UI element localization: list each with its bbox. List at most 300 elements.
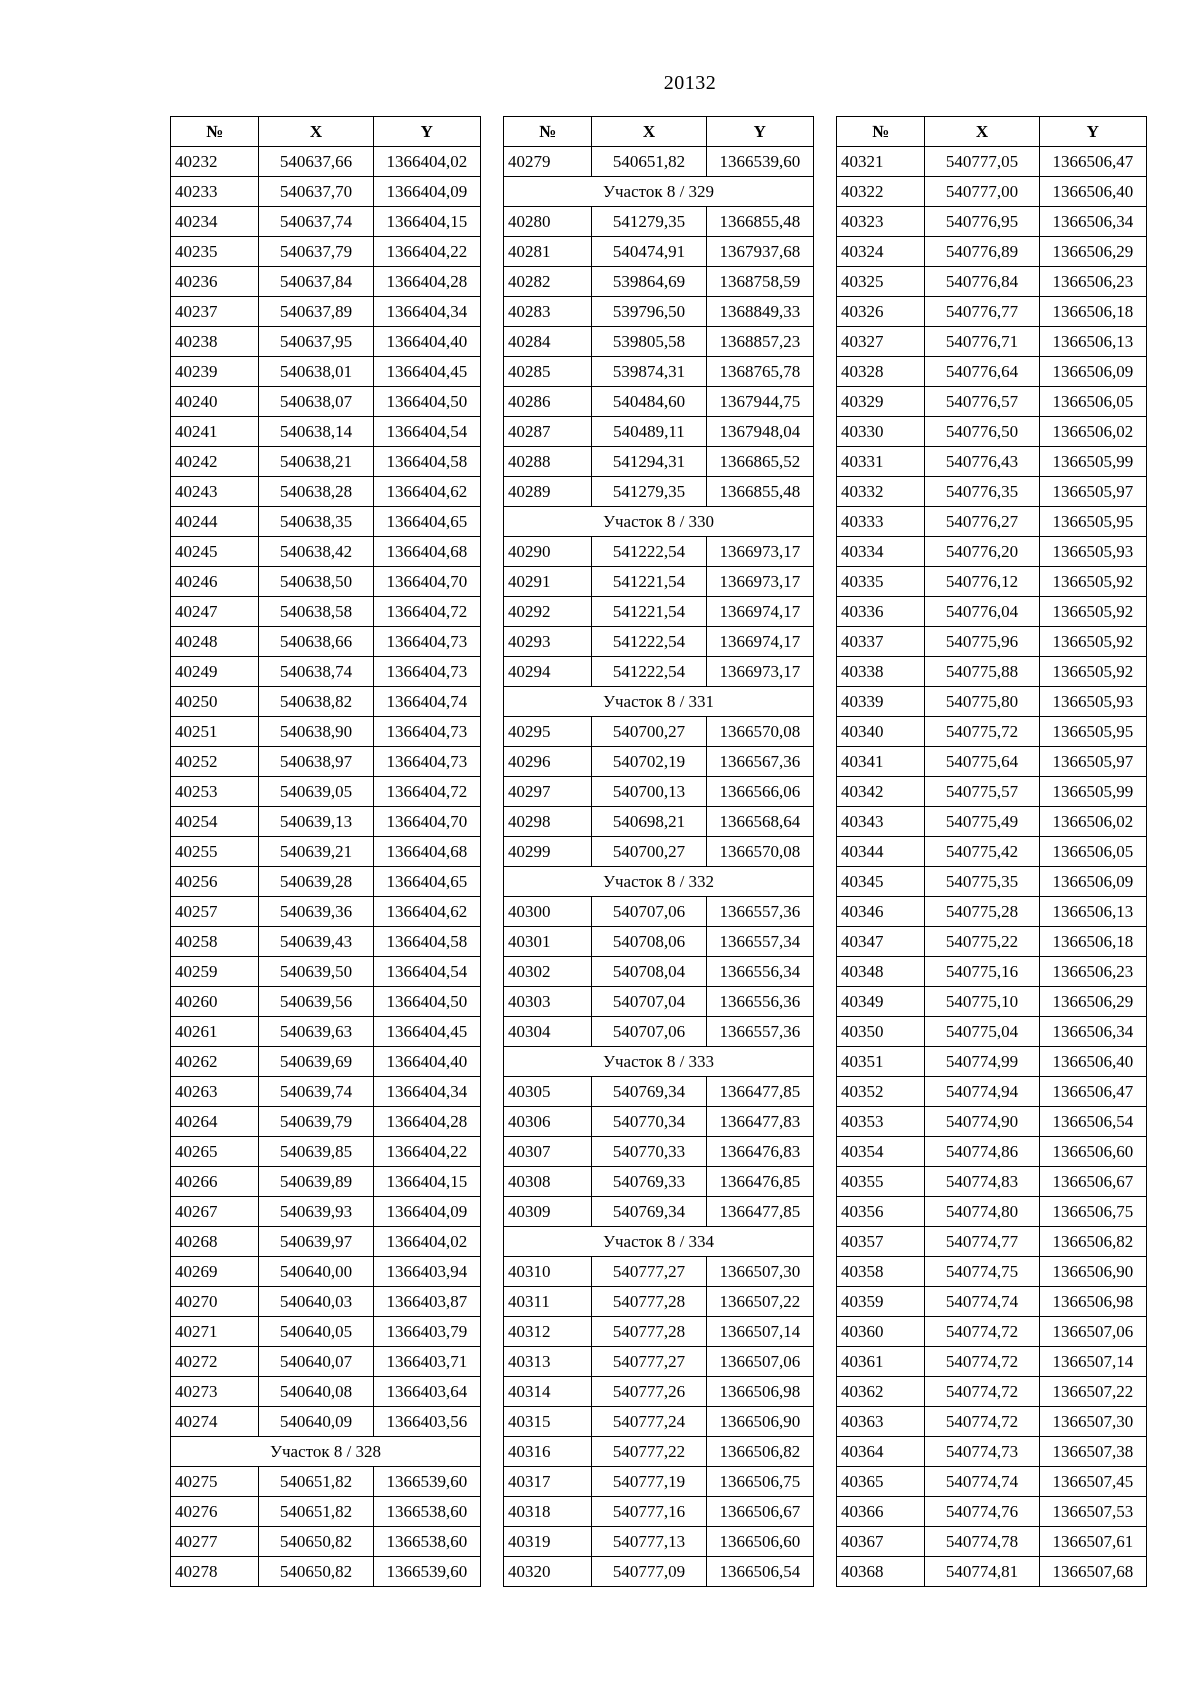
- header-x: X: [259, 117, 373, 147]
- x-coordinate-cell: 540638,90: [259, 717, 373, 747]
- y-coordinate-cell: 1366505,97: [1039, 477, 1146, 507]
- section-label: Участок 8 / 334: [504, 1227, 814, 1257]
- x-coordinate-cell: 540777,28: [592, 1287, 706, 1317]
- x-coordinate-cell: 540774,77: [925, 1227, 1039, 1257]
- point-number-cell: 40340: [837, 717, 925, 747]
- y-coordinate-cell: 1366506,29: [1039, 987, 1146, 1017]
- x-coordinate-cell: 540776,64: [925, 357, 1039, 387]
- x-coordinate-cell: 540489,11: [592, 417, 706, 447]
- y-coordinate-cell: 1366538,60: [373, 1497, 480, 1527]
- table-row: [837, 957, 1147, 987]
- y-coordinate-cell: 1366506,47: [1039, 1077, 1146, 1107]
- point-number-cell: 40248: [171, 627, 259, 657]
- table-row: [171, 1167, 481, 1197]
- x-coordinate-cell: 540776,57: [925, 387, 1039, 417]
- point-number-cell: 40262: [171, 1047, 259, 1077]
- table-row: [171, 147, 481, 177]
- y-coordinate-cell: 1366403,71: [373, 1347, 480, 1377]
- x-coordinate-cell: 540637,79: [259, 237, 373, 267]
- x-coordinate-cell: 540639,36: [259, 897, 373, 927]
- table-row: [171, 507, 481, 537]
- point-number-cell: 40324: [837, 237, 925, 267]
- y-coordinate-cell: 1366403,56: [373, 1407, 480, 1437]
- y-coordinate-cell: 1366505,93: [1039, 537, 1146, 567]
- point-number-cell: 40367: [837, 1527, 925, 1557]
- y-coordinate-cell: 1366404,28: [373, 1107, 480, 1137]
- x-coordinate-cell: 540700,13: [592, 777, 706, 807]
- x-coordinate-cell: 540775,80: [925, 687, 1039, 717]
- point-number-cell: 40246: [171, 567, 259, 597]
- table-row: [837, 1137, 1147, 1167]
- x-coordinate-cell: 540639,21: [259, 837, 373, 867]
- table-row: [171, 1467, 481, 1497]
- table-row: [504, 1437, 814, 1467]
- y-coordinate-cell: 1366506,13: [1039, 897, 1146, 927]
- point-number-cell: 40254: [171, 807, 259, 837]
- y-coordinate-cell: 1366404,54: [373, 417, 480, 447]
- table-row: [504, 1527, 814, 1557]
- x-coordinate-cell: 540769,33: [592, 1167, 706, 1197]
- y-coordinate-cell: 1366539,60: [706, 147, 813, 177]
- y-coordinate-cell: 1366506,23: [1039, 267, 1146, 297]
- y-coordinate-cell: 1366404,73: [373, 657, 480, 687]
- table-row: [504, 327, 814, 357]
- point-number-cell: 40250: [171, 687, 259, 717]
- x-coordinate-cell: 539805,58: [592, 327, 706, 357]
- coordinate-table-2: [503, 116, 814, 1587]
- section-row: [504, 1047, 814, 1077]
- point-number-cell: 40360: [837, 1317, 925, 1347]
- y-coordinate-cell: 1366506,29: [1039, 237, 1146, 267]
- point-number-cell: 40257: [171, 897, 259, 927]
- x-coordinate-cell: 540651,82: [259, 1467, 373, 1497]
- point-number-cell: 40359: [837, 1287, 925, 1317]
- y-coordinate-cell: 1366404,62: [373, 897, 480, 927]
- table-row: [837, 1467, 1147, 1497]
- table-row: [171, 1047, 481, 1077]
- x-coordinate-cell: 541221,54: [592, 567, 706, 597]
- table-row: [171, 1407, 481, 1437]
- x-coordinate-cell: 540774,80: [925, 1197, 1039, 1227]
- y-coordinate-cell: 1366404,22: [373, 1137, 480, 1167]
- y-coordinate-cell: 1366855,48: [706, 477, 813, 507]
- x-coordinate-cell: 540640,09: [259, 1407, 373, 1437]
- point-number-cell: 40269: [171, 1257, 259, 1287]
- point-number-cell: 40300: [504, 897, 592, 927]
- table-row: [837, 1347, 1147, 1377]
- y-coordinate-cell: 1366570,08: [706, 717, 813, 747]
- y-coordinate-cell: 1366506,34: [1039, 207, 1146, 237]
- table-row: [171, 987, 481, 1017]
- table-row: [837, 567, 1147, 597]
- table-body: [837, 147, 1147, 1587]
- x-coordinate-cell: 540638,07: [259, 387, 373, 417]
- table-row: [171, 1497, 481, 1527]
- y-coordinate-cell: 1368849,33: [706, 297, 813, 327]
- y-coordinate-cell: 1366477,83: [706, 1107, 813, 1137]
- point-number-cell: 40294: [504, 657, 592, 687]
- point-number-cell: 40328: [837, 357, 925, 387]
- table-row: [171, 567, 481, 597]
- table-row: [504, 1197, 814, 1227]
- coordinate-table-3: [836, 116, 1147, 1587]
- x-coordinate-cell: 540698,21: [592, 807, 706, 837]
- x-coordinate-cell: 540775,88: [925, 657, 1039, 687]
- header-number: №: [171, 117, 259, 147]
- y-coordinate-cell: 1366404,09: [373, 177, 480, 207]
- table-row: [837, 1557, 1147, 1587]
- point-number-cell: 40259: [171, 957, 259, 987]
- point-number-cell: 40316: [504, 1437, 592, 1467]
- y-coordinate-cell: 1366505,92: [1039, 567, 1146, 597]
- point-number-cell: 40351: [837, 1047, 925, 1077]
- point-number-cell: 40357: [837, 1227, 925, 1257]
- header-y: Y: [373, 117, 480, 147]
- y-coordinate-cell: 1366507,06: [706, 1347, 813, 1377]
- point-number-cell: 40329: [837, 387, 925, 417]
- x-coordinate-cell: 540775,10: [925, 987, 1039, 1017]
- y-coordinate-cell: 1366855,48: [706, 207, 813, 237]
- table-row: [504, 417, 814, 447]
- point-number-cell: 40235: [171, 237, 259, 267]
- x-coordinate-cell: 540639,05: [259, 777, 373, 807]
- x-coordinate-cell: 541279,35: [592, 477, 706, 507]
- table-row: [171, 777, 481, 807]
- x-coordinate-cell: 540774,90: [925, 1107, 1039, 1137]
- table-row: [504, 597, 814, 627]
- x-coordinate-cell: 540651,82: [592, 147, 706, 177]
- table-row: [171, 327, 481, 357]
- y-coordinate-cell: 1366506,60: [706, 1527, 813, 1557]
- header-x: X: [925, 117, 1039, 147]
- table-row: [171, 1287, 481, 1317]
- header-x: X: [592, 117, 706, 147]
- x-coordinate-cell: 540770,34: [592, 1107, 706, 1137]
- y-coordinate-cell: 1366506,34: [1039, 1017, 1146, 1047]
- point-number-cell: 40303: [504, 987, 592, 1017]
- x-coordinate-cell: 540777,09: [592, 1557, 706, 1587]
- table-row: [171, 387, 481, 417]
- y-coordinate-cell: 1366404,15: [373, 207, 480, 237]
- point-number-cell: 40284: [504, 327, 592, 357]
- point-number-cell: 40233: [171, 177, 259, 207]
- y-coordinate-cell: 1366404,70: [373, 567, 480, 597]
- x-coordinate-cell: 540774,74: [925, 1287, 1039, 1317]
- y-coordinate-cell: 1366505,93: [1039, 687, 1146, 717]
- y-coordinate-cell: 1366506,82: [706, 1437, 813, 1467]
- y-coordinate-cell: 1366507,61: [1039, 1527, 1146, 1557]
- table-row: [171, 1527, 481, 1557]
- table-row: [504, 1557, 814, 1587]
- point-number-cell: 40323: [837, 207, 925, 237]
- point-number-cell: 40280: [504, 207, 592, 237]
- table-header-row: [171, 117, 481, 147]
- y-coordinate-cell: 1366403,94: [373, 1257, 480, 1287]
- point-number-cell: 40341: [837, 747, 925, 777]
- point-number-cell: 40325: [837, 267, 925, 297]
- y-coordinate-cell: 1366506,05: [1039, 837, 1146, 867]
- point-number-cell: 40305: [504, 1077, 592, 1107]
- x-coordinate-cell: 540638,14: [259, 417, 373, 447]
- point-number-cell: 40363: [837, 1407, 925, 1437]
- point-number-cell: 40332: [837, 477, 925, 507]
- y-coordinate-cell: 1366557,34: [706, 927, 813, 957]
- point-number-cell: 40299: [504, 837, 592, 867]
- table-row: [837, 837, 1147, 867]
- point-number-cell: 40282: [504, 267, 592, 297]
- point-number-cell: 40354: [837, 1137, 925, 1167]
- x-coordinate-cell: 540639,74: [259, 1077, 373, 1107]
- point-number-cell: 40279: [504, 147, 592, 177]
- y-coordinate-cell: 1366404,50: [373, 387, 480, 417]
- point-number-cell: 40273: [171, 1377, 259, 1407]
- table-row: [171, 807, 481, 837]
- point-number-cell: 40335: [837, 567, 925, 597]
- point-number-cell: 40318: [504, 1497, 592, 1527]
- point-number-cell: 40361: [837, 1347, 925, 1377]
- y-coordinate-cell: 1366506,54: [706, 1557, 813, 1587]
- y-coordinate-cell: 1366404,02: [373, 147, 480, 177]
- x-coordinate-cell: 540707,04: [592, 987, 706, 1017]
- y-coordinate-cell: 1366507,30: [1039, 1407, 1146, 1437]
- x-coordinate-cell: 541279,35: [592, 207, 706, 237]
- table-row: [504, 927, 814, 957]
- y-coordinate-cell: 1368857,23: [706, 327, 813, 357]
- point-number-cell: 40312: [504, 1317, 592, 1347]
- y-coordinate-cell: 1366507,14: [1039, 1347, 1146, 1377]
- x-coordinate-cell: 540774,99: [925, 1047, 1039, 1077]
- y-coordinate-cell: 1366404,73: [373, 747, 480, 777]
- point-number-cell: 40352: [837, 1077, 925, 1107]
- y-coordinate-cell: 1366477,85: [706, 1077, 813, 1107]
- y-coordinate-cell: 1366539,60: [373, 1467, 480, 1497]
- y-coordinate-cell: 1366556,34: [706, 957, 813, 987]
- table-row: [504, 1347, 814, 1377]
- y-coordinate-cell: 1366476,83: [706, 1137, 813, 1167]
- x-coordinate-cell: 540775,04: [925, 1017, 1039, 1047]
- point-number-cell: 40274: [171, 1407, 259, 1437]
- point-number-cell: 40308: [504, 1167, 592, 1197]
- point-number-cell: 40245: [171, 537, 259, 567]
- y-coordinate-cell: 1366506,90: [706, 1407, 813, 1437]
- x-coordinate-cell: 540777,19: [592, 1467, 706, 1497]
- point-number-cell: 40339: [837, 687, 925, 717]
- table-row: [837, 537, 1147, 567]
- x-coordinate-cell: 540640,03: [259, 1287, 373, 1317]
- x-coordinate-cell: 540777,22: [592, 1437, 706, 1467]
- table-row: [171, 1347, 481, 1377]
- x-coordinate-cell: 540775,28: [925, 897, 1039, 927]
- point-number-cell: 40365: [837, 1467, 925, 1497]
- x-coordinate-cell: 540777,16: [592, 1497, 706, 1527]
- y-coordinate-cell: 1366506,60: [1039, 1137, 1146, 1167]
- point-number-cell: 40288: [504, 447, 592, 477]
- x-coordinate-cell: 540638,01: [259, 357, 373, 387]
- x-coordinate-cell: 540639,56: [259, 987, 373, 1017]
- x-coordinate-cell: 540700,27: [592, 837, 706, 867]
- point-number-cell: 40275: [171, 1467, 259, 1497]
- point-number-cell: 40301: [504, 927, 592, 957]
- x-coordinate-cell: 540769,34: [592, 1197, 706, 1227]
- table-row: [837, 357, 1147, 387]
- table-row: [171, 747, 481, 777]
- table-row: [837, 387, 1147, 417]
- y-coordinate-cell: 1366506,05: [1039, 387, 1146, 417]
- point-number-cell: 40247: [171, 597, 259, 627]
- y-coordinate-cell: 1366557,36: [706, 897, 813, 927]
- x-coordinate-cell: 540777,00: [925, 177, 1039, 207]
- x-coordinate-cell: 540776,77: [925, 297, 1039, 327]
- x-coordinate-cell: 541222,54: [592, 657, 706, 687]
- x-coordinate-cell: 540640,08: [259, 1377, 373, 1407]
- point-number-cell: 40278: [171, 1557, 259, 1587]
- y-coordinate-cell: 1366404,22: [373, 237, 480, 267]
- x-coordinate-cell: 540638,21: [259, 447, 373, 477]
- x-coordinate-cell: 541222,54: [592, 537, 706, 567]
- point-number-cell: 40290: [504, 537, 592, 567]
- point-number-cell: 40314: [504, 1377, 592, 1407]
- y-coordinate-cell: 1367944,75: [706, 387, 813, 417]
- x-coordinate-cell: 540708,06: [592, 927, 706, 957]
- table-row: [504, 897, 814, 927]
- table-row: [171, 927, 481, 957]
- table-row: [504, 147, 814, 177]
- table-row: [837, 747, 1147, 777]
- table-row: [837, 1047, 1147, 1077]
- table-row: [837, 1317, 1147, 1347]
- point-number-cell: 40322: [837, 177, 925, 207]
- x-coordinate-cell: 540639,63: [259, 1017, 373, 1047]
- point-number-cell: 40348: [837, 957, 925, 987]
- point-number-cell: 40243: [171, 477, 259, 507]
- point-number-cell: 40345: [837, 867, 925, 897]
- x-coordinate-cell: 540637,95: [259, 327, 373, 357]
- y-coordinate-cell: 1366973,17: [706, 657, 813, 687]
- table-row: [171, 177, 481, 207]
- table-row: [837, 1257, 1147, 1287]
- x-coordinate-cell: 540776,12: [925, 567, 1039, 597]
- x-coordinate-cell: 540702,19: [592, 747, 706, 777]
- x-coordinate-cell: 540774,72: [925, 1407, 1039, 1437]
- point-number-cell: 40249: [171, 657, 259, 687]
- y-coordinate-cell: 1366506,09: [1039, 867, 1146, 897]
- table-row: [837, 987, 1147, 1017]
- header-number: №: [504, 117, 592, 147]
- point-number-cell: 40276: [171, 1497, 259, 1527]
- table-row: [837, 1287, 1147, 1317]
- x-coordinate-cell: 541221,54: [592, 597, 706, 627]
- table-row: [837, 597, 1147, 627]
- y-coordinate-cell: 1366557,36: [706, 1017, 813, 1047]
- coordinate-table-1: [170, 116, 481, 1587]
- x-coordinate-cell: 540640,07: [259, 1347, 373, 1377]
- table-row: [171, 597, 481, 627]
- table-row: [837, 1197, 1147, 1227]
- y-coordinate-cell: 1366505,97: [1039, 747, 1146, 777]
- x-coordinate-cell: 540774,74: [925, 1467, 1039, 1497]
- y-coordinate-cell: 1366506,54: [1039, 1107, 1146, 1137]
- y-coordinate-cell: 1366404,68: [373, 537, 480, 567]
- x-coordinate-cell: 540776,27: [925, 507, 1039, 537]
- x-coordinate-cell: 540637,74: [259, 207, 373, 237]
- y-coordinate-cell: 1366505,92: [1039, 627, 1146, 657]
- point-number-cell: 40261: [171, 1017, 259, 1047]
- x-coordinate-cell: 540638,42: [259, 537, 373, 567]
- y-coordinate-cell: 1366404,15: [373, 1167, 480, 1197]
- table-row: [171, 537, 481, 567]
- x-coordinate-cell: 540774,76: [925, 1497, 1039, 1527]
- x-coordinate-cell: 540775,64: [925, 747, 1039, 777]
- table-row: [837, 867, 1147, 897]
- table-row: [837, 207, 1147, 237]
- table-row: [171, 867, 481, 897]
- y-coordinate-cell: 1366507,38: [1039, 1437, 1146, 1467]
- table-row: [504, 207, 814, 237]
- section-row: [504, 687, 814, 717]
- table-row: [171, 1197, 481, 1227]
- table-row: [171, 837, 481, 867]
- point-number-cell: 40320: [504, 1557, 592, 1587]
- table-row: [837, 1167, 1147, 1197]
- point-number-cell: 40277: [171, 1527, 259, 1557]
- section-label: Участок 8 / 329: [504, 177, 814, 207]
- x-coordinate-cell: 540637,66: [259, 147, 373, 177]
- point-number-cell: 40321: [837, 147, 925, 177]
- x-coordinate-cell: 540638,35: [259, 507, 373, 537]
- point-number-cell: 40272: [171, 1347, 259, 1377]
- y-coordinate-cell: 1366507,45: [1039, 1467, 1146, 1497]
- y-coordinate-cell: 1366570,08: [706, 837, 813, 867]
- point-number-cell: 40256: [171, 867, 259, 897]
- point-number-cell: 40260: [171, 987, 259, 1017]
- table-row: [837, 147, 1147, 177]
- table-header-row: [837, 117, 1147, 147]
- point-number-cell: 40347: [837, 927, 925, 957]
- y-coordinate-cell: 1366404,70: [373, 807, 480, 837]
- y-coordinate-cell: 1366404,45: [373, 1017, 480, 1047]
- point-number-cell: 40337: [837, 627, 925, 657]
- point-number-cell: 40270: [171, 1287, 259, 1317]
- point-number-cell: 40349: [837, 987, 925, 1017]
- y-coordinate-cell: 1366404,58: [373, 447, 480, 477]
- y-coordinate-cell: 1366505,99: [1039, 447, 1146, 477]
- table-row: [504, 657, 814, 687]
- table-row: [171, 297, 481, 327]
- x-coordinate-cell: 540776,04: [925, 597, 1039, 627]
- x-coordinate-cell: 540777,26: [592, 1377, 706, 1407]
- point-number-cell: 40283: [504, 297, 592, 327]
- x-coordinate-cell: 540774,86: [925, 1137, 1039, 1167]
- table-row: [504, 807, 814, 837]
- header-number: №: [837, 117, 925, 147]
- point-number-cell: 40310: [504, 1257, 592, 1287]
- point-number-cell: 40242: [171, 447, 259, 477]
- x-coordinate-cell: 540775,42: [925, 837, 1039, 867]
- y-coordinate-cell: 1366505,92: [1039, 597, 1146, 627]
- point-number-cell: 40344: [837, 837, 925, 867]
- table-row: [504, 837, 814, 867]
- table-row: [171, 1107, 481, 1137]
- table-row: [837, 297, 1147, 327]
- table-row: [837, 1017, 1147, 1047]
- x-coordinate-cell: 540639,28: [259, 867, 373, 897]
- table-row: [837, 1227, 1147, 1257]
- y-coordinate-cell: 1366973,17: [706, 567, 813, 597]
- table-row: [504, 567, 814, 597]
- table-row: [837, 777, 1147, 807]
- x-coordinate-cell: 541294,31: [592, 447, 706, 477]
- table-row: [171, 1137, 481, 1167]
